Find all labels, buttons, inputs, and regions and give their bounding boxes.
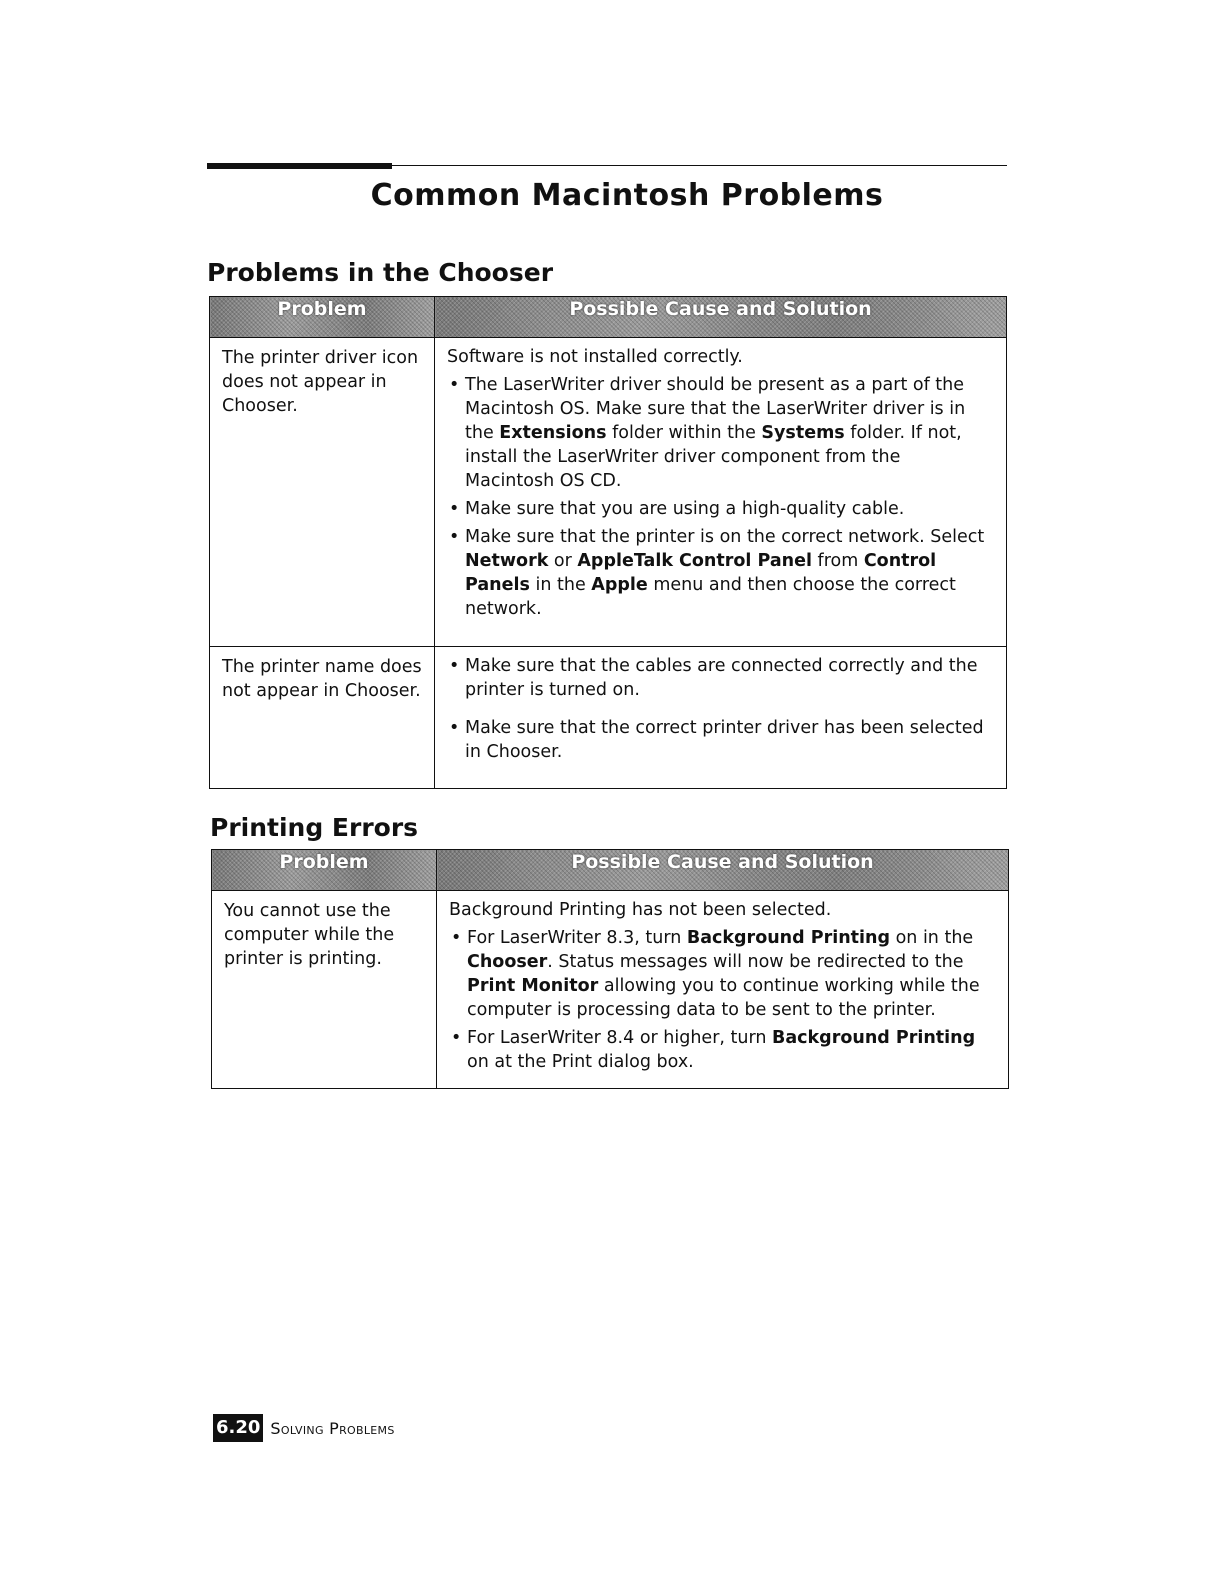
solution-bullet: • For LaserWriter 8.3, turn Background Printing on in the Chooser. Status messages will now be redirected to the Print Monitor allowing you to continue working while the computer is processing data to be sent to the printer. xyxy=(449,926,994,1022)
solution-bullet: • Make sure that you are using a high-quality cable. xyxy=(447,497,992,521)
problem-column-header: Problem xyxy=(212,850,437,891)
solution-list xyxy=(447,654,992,764)
page-number-badge: 6.20 xyxy=(213,1414,263,1442)
cause-text: Background Printing has not been selected. xyxy=(449,900,832,920)
solution-list xyxy=(447,373,992,621)
solution-bullet: • Make sure that the printer is on the correct network. Select Network or AppleTalk Control Panel from Control Panels in the Apple menu and then choose the correct network. xyxy=(447,525,992,621)
problem-cell: The printer name does not appear in Chooser. xyxy=(210,647,435,789)
chooser-problems-table xyxy=(209,296,1007,789)
section-title-printing-errors: Printing Errors xyxy=(210,813,419,842)
page-title: Common Macintosh Problems xyxy=(370,178,884,213)
footer-section-name: Solving Problems xyxy=(270,1418,395,1438)
problem-column-header: Problem xyxy=(210,297,435,338)
problem-cell: The printer driver icon does not appear in Chooser. xyxy=(210,338,435,647)
solution-column-header: Possible Cause and Solution xyxy=(435,297,1007,338)
header-rule-thick xyxy=(207,163,392,169)
header-rule xyxy=(207,165,1007,166)
printing-errors-table xyxy=(211,849,1009,1089)
solution-list xyxy=(449,926,994,1074)
solution-bullet: • Make sure that the correct printer driver has been selected in Chooser. xyxy=(447,716,992,764)
cause-text: Software is not installed correctly. xyxy=(447,347,743,367)
problem-cell: You cannot use the computer while the printer is printing. xyxy=(212,891,437,1089)
section-title-chooser: Problems in the Chooser xyxy=(207,258,554,287)
solution-bullet: • For LaserWriter 8.4 or higher, turn Background Printing on at the Print dialog box. xyxy=(449,1026,994,1074)
solution-bullet: • The LaserWriter driver should be present as a part of the Macintosh OS. Make sure that the LaserWriter driver is in the Extensions folder within the Systems folder. If not, install the LaserWriter driver component from the Macintosh OS CD. xyxy=(447,373,992,493)
table-row xyxy=(210,647,1007,789)
solution-cell xyxy=(435,338,1007,647)
solution-cell xyxy=(435,647,1007,789)
solution-bullet: • Make sure that the cables are connected correctly and the printer is turned on. xyxy=(447,654,992,702)
solution-cell xyxy=(437,891,1009,1089)
table-row xyxy=(212,891,1009,1089)
page-footer xyxy=(213,1414,395,1442)
table-row xyxy=(210,338,1007,647)
solution-column-header: Possible Cause and Solution xyxy=(437,850,1009,891)
